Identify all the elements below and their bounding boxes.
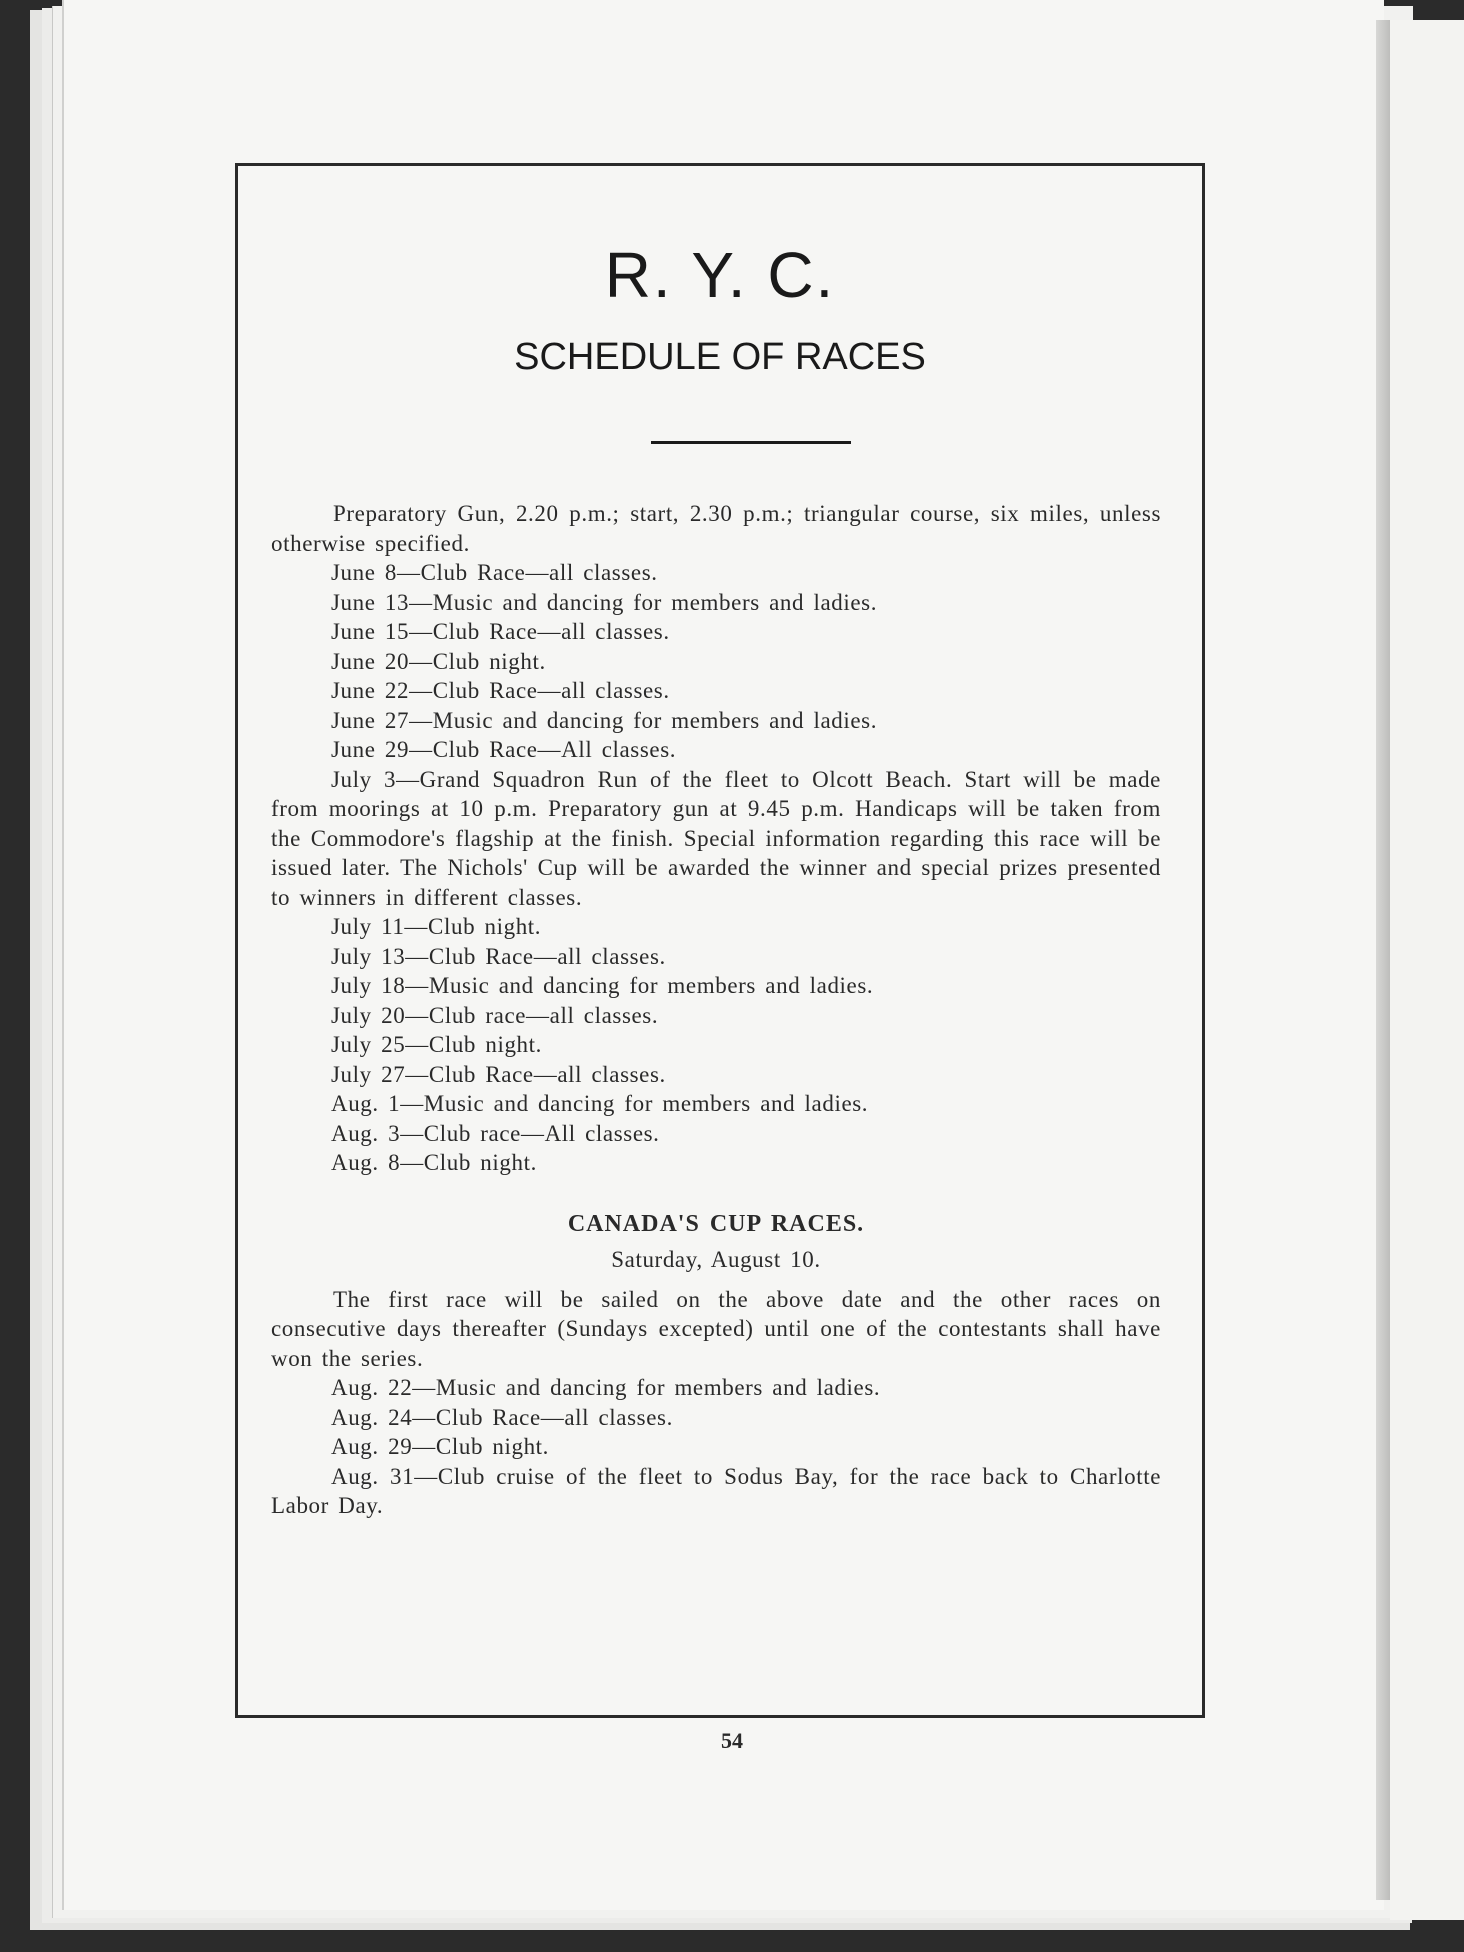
schedule-entry: Aug. 3—Club race—All classes. [331,1120,660,1146]
schedule-entry: July 27—Club Race—all classes. [331,1061,666,1087]
schedule-entry: July 11—Club night. [331,914,542,939]
schedule-entry: Aug. 8—Club night. [331,1150,537,1175]
page-title: R. Y. C. [604,239,836,311]
schedule-entry: June 22—Club Race—all classes. [331,678,670,703]
page-number: 54 [721,1728,743,1753]
schedule-entry: Aug. 1—Music and dancing for members and ladies. [331,1091,869,1116]
schedule-entry-grand-squadron: July 3—Grand Squadron Run of the fleet to Olcott Beach. Start will be made from moorings at 10 p.m. Preparatory gun at 9.45 p.m. Handicaps will be taken from the Commodore's flagship at the finish. Special information regarding this race will be issued later. The Nichols' Cup will be awarded the winner and special prizes presented to winners in different classes. [271,766,1161,910]
schedule-entry: June 8—Club Race—all classes. [331,560,658,585]
title-divider [651,441,851,444]
page-subtitle: SCHEDULE OF RACES [514,336,926,378]
intro-paragraph: Preparatory Gun, 2.20 p.m.; start, 2.30 p.m.; triangular course, six miles, unless otherwise specified. [271,501,1161,556]
canadas-cup-date: Saturday, August 10. [611,1247,821,1272]
schedule-entry: June 20—Club night. [331,648,546,674]
schedule-entry: June 13—Music and dancing for members and ladies. [331,589,878,615]
schedule-entry: Aug. 24—Club Race—all classes. [331,1404,673,1430]
canadas-cup-heading: CANADA'S CUP RACES. [567,1210,865,1237]
canadas-cup-description: The first race will be sailed on the above date and the other races on consecutive days thereafter (Sundays excepted) until one of the contestants shall have won the series. [271,1286,1161,1371]
schedule-entry-sodus-bay: Aug. 31—Club cruise of the fleet to Sodus Bay, for the race back to Charlotte Labor Day. [271,1463,1161,1518]
schedule-body [271,499,1161,1521]
schedule-entry: July 13—Club Race—all classes. [331,943,666,969]
spine-shadow [1376,20,1390,1900]
schedule-frame [235,163,1205,1718]
schedule-entry: July 18—Music and dancing for members and ladies. [331,973,874,998]
schedule-entry: July 25—Club night. [331,1032,543,1057]
schedule-entry: June 15—Club Race—all classes. [331,619,670,644]
schedule-entry: Aug. 29—Club night. [331,1434,550,1459]
schedule-entry: Aug. 22—Music and dancing for members and ladies. [331,1375,881,1400]
facing-page-edge [1390,20,1464,1920]
schedule-entry: June 27—Music and dancing for members and ladies. [331,707,878,733]
schedule-entry: June 29—Club Race—All classes. [331,737,677,762]
schedule-entry: July 20—Club race—all classes. [331,1002,659,1028]
